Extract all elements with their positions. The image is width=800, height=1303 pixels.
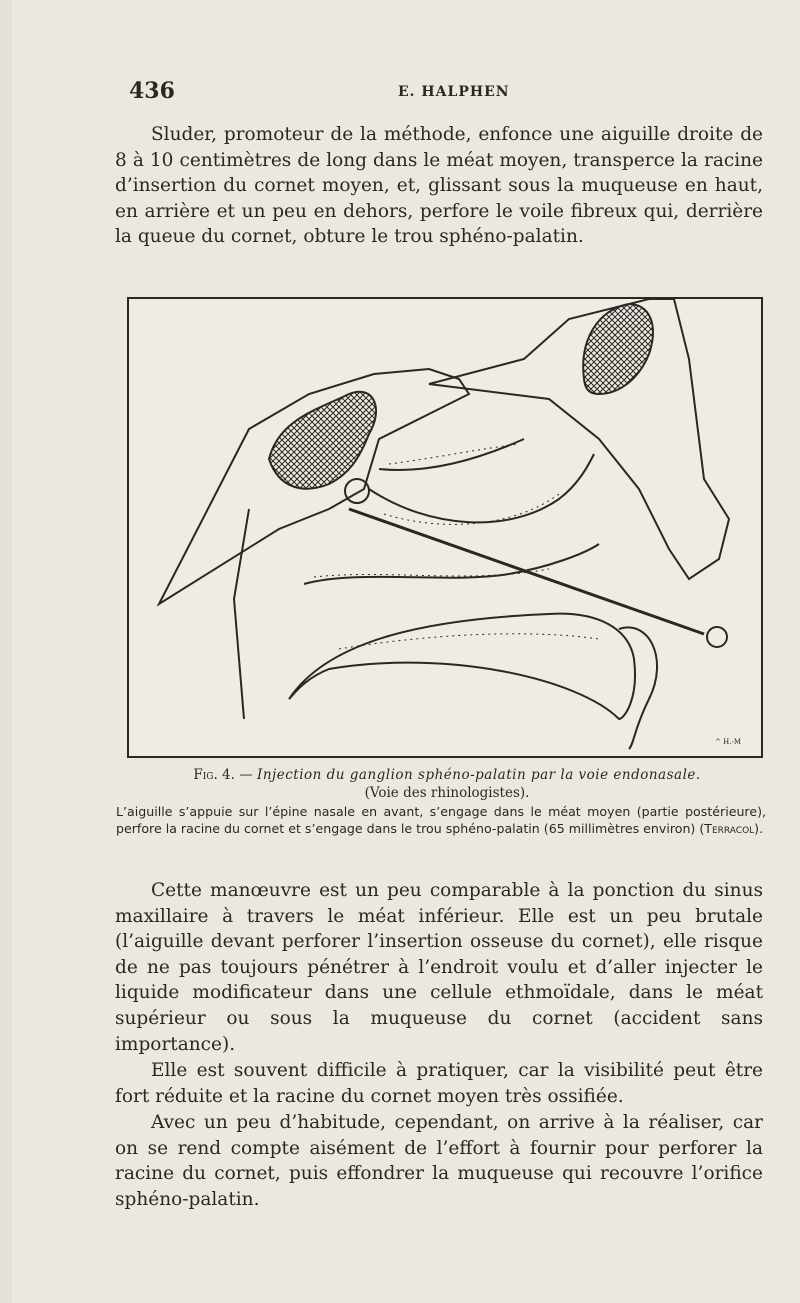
page-number: 436: [129, 78, 175, 104]
paragraph-practice: Avec un peu d’habitude, cependant, on arrive à la réaliser, car on se rend compte aisément de l’effort à fournir pour perforer la racine du cornet, puis effondrer la muqueuse qui recouvre l’orifice sphéno-palatin.: [115, 1112, 763, 1210]
artist-mark: ^ H.-M: [715, 738, 741, 746]
sphenopalatine-foramen: [345, 479, 369, 503]
figure-subtitle: (Voie des rhinologistes).: [364, 785, 530, 801]
book-page: [12, 0, 800, 1303]
middle-turbinate: [369, 454, 594, 522]
inferior-turbinate: [304, 544, 599, 584]
superior-turbinate: [379, 439, 524, 470]
needle-hub: [707, 627, 727, 647]
figure-title: Injection du ganglion sphéno-palatin par la voie endonasale.: [257, 767, 701, 783]
figure-legend-text: L’aiguille s’appuie sur l’épine nasale en avant, s’engage dans le méat moyen (partie postérieure), perfore la racine du cornet et s’engage dans le trou sphéno-palatin (65 millimètres environ) (: [116, 804, 766, 837]
sphenoid-sinus: [583, 304, 653, 394]
paragraph-sluder-method: Sluder, promoteur de la méthode, enfonce une aiguille droite de 8 à 10 centimètres de long dans le méat moyen, transperce la racine d’insertion du cornet moyen, et, glissant sous la muqueuse en haut, en arrière et un peu en dehors, perfore le voile fibreux qui, derrière la queue du cornet, obture le trou sphéno-palatin.: [115, 124, 763, 248]
nasal-cavity-illustration: [129, 299, 761, 756]
figure-label: Fig. 4.: [193, 767, 235, 783]
paragraph-comparison: Cette manœuvre est un peu comparable à la ponction du sinus maxillaire à travers le méat inférieur. Elle est un peu brutale (l’aiguille devant perforer l’insertion osseuse du cornet), elle risque de ne pas toujours pénétrer à l’endroit voulu et d’aller injecter le liquide modificateur dans une cellule ethmoïdale, dans le méat supérieur ou sous la muqueuse du cornet (accident sans importance).: [115, 880, 763, 1055]
figure-legend-end: ).: [754, 821, 764, 837]
paragraph-difficulty: Elle est souvent difficile à pratiquer, car la visibilité peut être fort réduite et la racine du cornet moyen très ossifiée.: [115, 1060, 763, 1107]
figure-legend-credit: Terracol: [704, 821, 755, 837]
soft-palate: [619, 627, 657, 749]
figure-legend: [116, 803, 766, 838]
nose-outline: [234, 509, 249, 719]
anatomical-figure: [127, 297, 763, 758]
running-head: E. HALPHEN: [398, 84, 510, 100]
frontal-sinus: [269, 392, 376, 489]
sphenoid-outline: [429, 299, 729, 579]
hard-palate: [289, 614, 635, 719]
figure-caption: [127, 766, 767, 802]
figure-dash: —: [234, 767, 257, 783]
figure-caption-line1: [127, 766, 767, 784]
page-header: [12, 78, 800, 108]
